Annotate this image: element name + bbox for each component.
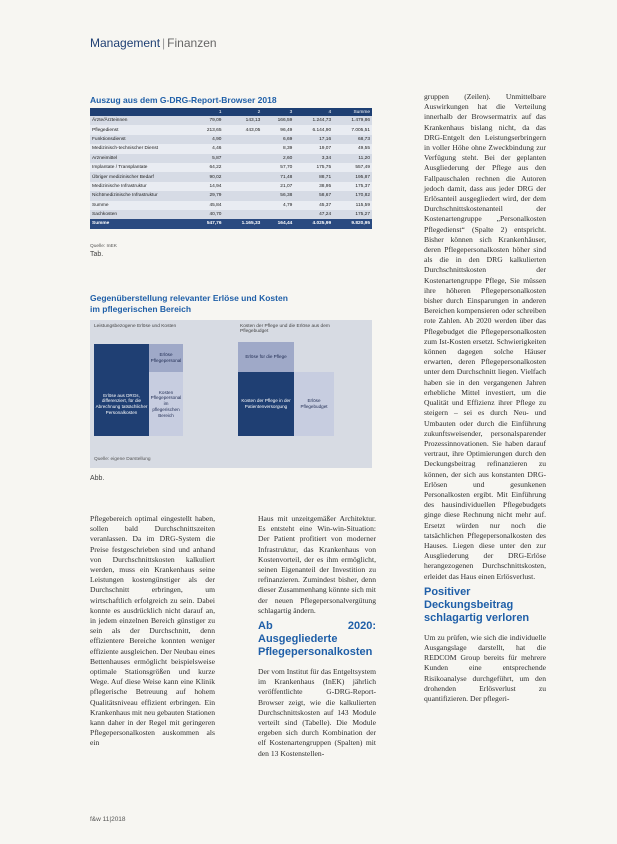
- table-cell: Medizinische Infrastruktur: [90, 182, 192, 191]
- col2-paragraph-b: Der vom Institut für das Entgeltsystem im Krankenhaus (InEK) jährlich veröffentlichte G-DRG-Report-Browser zeigt, wie die kalkulierten Durchschnittskosten auf 143 Module verteilt sind (Tabelle). Die Module ergeben sich durch Kombination der elf Kostenartengruppen (Spalten) mit den 13 Kostenstellen-: [258, 667, 376, 758]
- left-top-block: Erlöse Pflegepersonal: [149, 344, 183, 372]
- table-row: [90, 201, 372, 210]
- table-cell: 14,94: [192, 182, 224, 191]
- table-header-row: [90, 108, 372, 116]
- table-cell: Pflegedienst: [90, 125, 192, 134]
- header-subsection: Finanzen: [167, 36, 217, 50]
- diagram-title-line2: im pflegerischen Bereich: [90, 304, 192, 314]
- table-cell: Nichtmedizinische Infrastruktur: [90, 191, 192, 200]
- table-cell: [223, 154, 262, 163]
- table-cell: 64,22: [192, 163, 224, 172]
- table-cell: 88,71: [294, 172, 333, 181]
- table-total-cell: 9.820,95: [333, 219, 372, 228]
- table-cell: 4,46: [192, 144, 224, 153]
- table-cell: 68,73: [333, 135, 372, 144]
- table-cell: 21,07: [262, 182, 294, 191]
- table-cell: [223, 201, 262, 210]
- col1-paragraph: Pflegebereich optimal eingestellt haben, sollen bald Durchschnittszeiten veranlassen. Da im DRG-System die Preise festgeschrieben sind und anhand von Durchschnittskosten kalkuliert werden, muss ein Krankenhaus seine Leistungen kostengünstiger als der Durchschnitt erbringen, um wirtschaftlich erfolgreich zu sein. Dabei konnte es ausdrücklich nicht darauf an, in jedem einzelnen Bereich günstiger zu sein als der Durchschnitt, denn effizientere Bereiche konnten weniger effiziente ausgleichen. Der Neubau eines Bettenhauses ermöglicht beispielsweise optimale Stationsgrößen und kurze Wege. Auf diese Weise kann eine Klinik pflegerische Betreuung auf hohem Qualitätsniveau effizient erbringen. Ein Krankenhaus mit neu gebauten Stationen kann daher in der Regel mit geringeren Pflegepersonalkosten auskommen als ein: [90, 514, 215, 748]
- right-b-block: Erlöse Pflegebudget: [294, 372, 334, 436]
- col3-paragraph-b: Um zu prüfen, wie sich die individuelle Ausgangslage darstellt, hat die REDCOM Group bereits für mehrere Kunden eine entsprechende Risikoanalyse durchgeführt, um den drohenden Erlösverlust zu quantifizieren. Der pflegeri-: [424, 632, 546, 703]
- table-row: [90, 182, 372, 191]
- table-cell: 1.244,73: [294, 116, 333, 125]
- col2-paragraph-a: Haus mit unzeitgemäßer Architektur. Es entsteht eine Win-win-Situation: Der Patient profitiert von moderner Infrastruktur, das Krankenhaus von Kostenvorteil, der es ihm ermöglicht, seinen Eigenanteil der Investition zu refinanzieren. Zumindest bisher, denn dieser Zusammenhang könnte sich mit der neuen Pflegepersonalvergütung schlagartig ändern.: [258, 514, 376, 615]
- table-cell: 56,38: [262, 191, 294, 200]
- header-section: Management: [90, 36, 161, 50]
- table-cell: Arzneimittel: [90, 154, 192, 163]
- table-total-cell: Summe: [90, 219, 192, 228]
- table-cell: 4,79: [262, 201, 294, 210]
- table-cell: 3,34: [294, 154, 333, 163]
- table-cell: [223, 135, 262, 144]
- page-header: [90, 36, 217, 50]
- table-cell: 4,90: [192, 135, 224, 144]
- table-cell: 11,20: [333, 154, 372, 163]
- table-cell: 557,49: [333, 163, 372, 172]
- table-cell: 38,95: [294, 182, 333, 191]
- table-cell: 213,65: [192, 125, 224, 134]
- left-header-block: [94, 344, 149, 372]
- table-cell: [223, 191, 262, 200]
- diagram-right-label: Kosten der Pflege und die Erlöse aus dem Pflegebudget: [240, 324, 330, 334]
- table-cell: 170,82: [333, 191, 372, 200]
- table-row: [90, 135, 372, 144]
- table-cell: [262, 210, 294, 219]
- left-mid-block: Kosten Pflegepersonal im pflegerischen Bereich: [149, 372, 183, 436]
- table-cell: 47,24: [294, 210, 333, 219]
- table-cell: 443,05: [223, 125, 262, 134]
- table-row: [90, 172, 372, 181]
- table-header-cell: 3: [262, 108, 294, 116]
- table-header-cell: Summe: [333, 108, 372, 116]
- diagram-left-label: Leistungsbezogene Erlöse und Kosten: [94, 324, 177, 329]
- page-footer: f&w 11|2018: [90, 816, 126, 823]
- text-column-3: [424, 92, 546, 704]
- table-caption: Tab.: [90, 251, 104, 258]
- table-body: [90, 116, 372, 229]
- table-cell: 175,75: [294, 163, 333, 172]
- table-cell: Übriger medizinischer Bedarf: [90, 172, 192, 181]
- col3-heading: Positiver Deckungsbeitrag schlagartig verloren: [424, 585, 530, 624]
- table-cell: 1.479,86: [333, 116, 372, 125]
- left-main-block: Erlöse aus DRGs, differenziert, für die Abrechnung tatsächlicher Personalkosten: [94, 372, 149, 436]
- table-cell: 5,87: [192, 154, 224, 163]
- table-cell: 40,70: [192, 210, 224, 219]
- table-header-cell: 4: [294, 108, 333, 116]
- col3-paragraph-a: gruppen (Zeilen). Unmittelbare Auswirkungen hat die Verteilung innerhalb der Browsermatrix auf das Krankenhaus bislang nicht, da das DRG-Entgelt den Leistungserbringern in voller Höhe ohne Zweckbindung zur Verfügung steht. Bei der geplanten Ausgliederung der Pflege aus den Fallpauschalen rechnen die Autoren jedoch damit, dass aus jeder DRG der Erlösanteil ausgegliedert wird, der dem Durchschnittskostenanteil der Kostenartengruppe „Personalkosten Pflegedienst“ (Spalte 2) entspricht. Bisher können sich Krankenhäuser, deren Pflegepersonalkosten höher sind als die in den DRG kalkulierten Durchschnittskosten der Kostenartengruppe Pflege, Sie müssen ihre höheren Pflegepersonalkosten bisher durch Einsparungen in anderen Bereichen kompensieren oder schreiben rote Zahlen. Ab 2020 werden über das Pflegebudget die Pflegepersonalkosten zum Ist-Kosten ersetzt. Schwierigkeiten können dagegen solche Häuser erwarten, deren Pflegepersonalkosten unter dem Durchschnitt liegen. Vielfach haben sie in den vergangenen Jahren erhebliche Mittel investiert, um die Qualität und Effizienz ihrer Pflege zu steigern – sei es durch Neu- und Umbauten oder durch die Einführung zukunftsweisender, personalsparender Prozessinnovationen. Sie haben darauf vertraut, ihre Optimierungen durch den Deckungsbeitrag refinanzieren zu können, der sich aus konstanten DRG-Erlösen und gesunkenen Personalkosten ergibt. Mit Einführung des hausindividuellen Pflegebudgets ginge diese Rechnung nicht mehr auf. Ersetzt würden nur noch die tatsächlichen Pflegepersonalkosten des Hauses. Liegen diese unter den zur Ausgliederung der DRG-Erlöse herangezogenen Durchschnittskosten, erleidet das Haus einen Erlösverlust.: [424, 92, 546, 581]
- table-cell: [223, 172, 262, 181]
- table-cell: Implantate / Transplantate: [90, 163, 192, 172]
- table-cell: 90,02: [192, 172, 224, 181]
- table-row: [90, 116, 372, 125]
- diagram-panel: [90, 320, 372, 468]
- diagram-source: Quelle: eigene Darstellung: [94, 457, 151, 462]
- table-total-cell: 547,76: [192, 219, 224, 228]
- table-total-row: [90, 219, 372, 228]
- table-cell: Medizinisch-technischer Dienst: [90, 144, 192, 153]
- table-total-cell: 164,44: [262, 219, 294, 228]
- text-column-1: [90, 514, 215, 749]
- table-cell: 175,27: [333, 210, 372, 219]
- table-cell: 79,09: [192, 116, 224, 125]
- table-header-cell: 2: [223, 108, 262, 116]
- table-cell: Sachkosten: [90, 210, 192, 219]
- table-cell: [223, 182, 262, 191]
- table-row: [90, 191, 372, 200]
- diagram-caption: Abb.: [90, 475, 105, 482]
- table-cell: 2,60: [262, 154, 294, 163]
- right-top-block: Erlöse für die Pflege: [238, 342, 294, 372]
- table-cell: 57,70: [262, 163, 294, 172]
- table-row: [90, 125, 372, 134]
- table-title: Auszug aus dem G-DRG-Report-Browser 2018: [90, 95, 277, 105]
- right-a-block: Kosten der Pflege in der Patientenversorgung: [238, 372, 294, 436]
- table-cell: 29,79: [192, 191, 224, 200]
- table-cell: 96,49: [262, 125, 294, 134]
- table-row: [90, 210, 372, 219]
- table-cell: Ärzte/Ärzteinnen: [90, 116, 192, 125]
- table-cell: Funktionsdienst: [90, 135, 192, 144]
- table-row: [90, 163, 372, 172]
- table-cell: [223, 144, 262, 153]
- table-cell: 45,37: [294, 201, 333, 210]
- table-cell: 8,39: [262, 144, 294, 153]
- header-separator: |: [162, 36, 166, 50]
- table-header-cell: 1: [192, 108, 224, 116]
- table-cell: 71,48: [262, 172, 294, 181]
- table-row: [90, 144, 372, 153]
- diagram-title-line1: Gegenüberstellung relevanter Erlöse und Kosten: [90, 293, 288, 303]
- text-column-2: [258, 514, 376, 759]
- table-cell: 166,59: [262, 116, 294, 125]
- table-cell: 58,67: [294, 191, 333, 200]
- table-row: [90, 154, 372, 163]
- table-cell: 19,07: [294, 144, 333, 153]
- col2-heading: Ab 2020: Ausgegliederte Pflegepersonalkosten: [258, 620, 376, 659]
- table-cell: 45,84: [192, 201, 224, 210]
- table-cell: 195,87: [333, 172, 372, 181]
- table-cell: 6,69: [262, 135, 294, 144]
- table-cell: [223, 163, 262, 172]
- drg-table: [90, 108, 372, 229]
- table-cell: 175,37: [333, 182, 372, 191]
- table-cell: 17,16: [294, 135, 333, 144]
- table-cell: [223, 210, 262, 219]
- table-total-cell: 4.025,99: [294, 219, 333, 228]
- table-cell: 143,13: [223, 116, 262, 125]
- table-cell: 6.144,90: [294, 125, 333, 134]
- table-cell: Summe: [90, 201, 192, 210]
- table-header-cell: [90, 108, 192, 116]
- table-cell: 7.005,51: [333, 125, 372, 134]
- table-cell: 49,55: [333, 144, 372, 153]
- table-cell: 115,59: [333, 201, 372, 210]
- table-source: Quelle: InEK: [90, 244, 117, 249]
- table-total-cell: 1.165,33: [223, 219, 262, 228]
